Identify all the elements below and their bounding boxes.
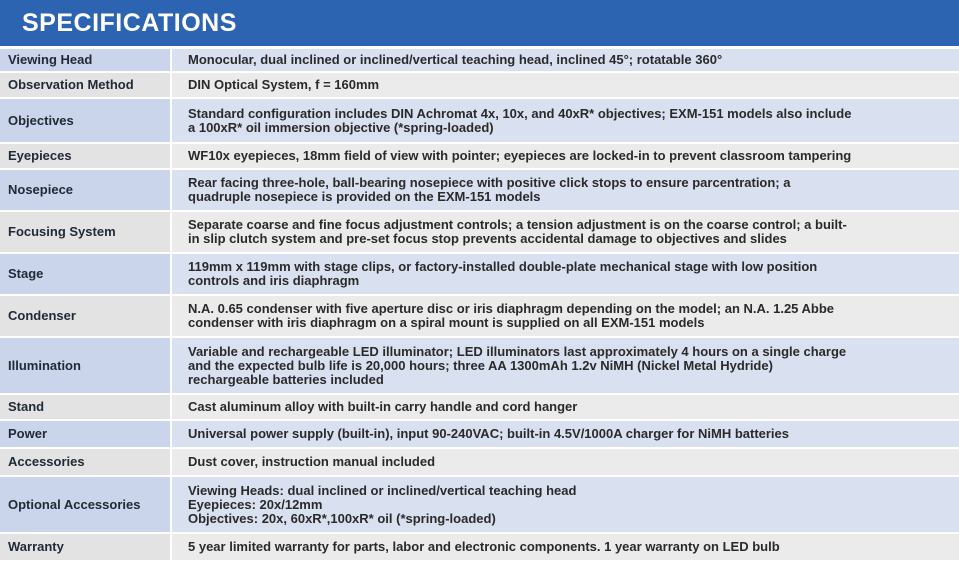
page-title: SPECIFICATIONS <box>22 8 237 37</box>
spec-label: Power <box>0 421 172 449</box>
spec-value-line: a 100xR* oil immersion objective (*spring-loaded) <box>188 119 494 135</box>
spec-value-line: 5 year limited warranty for parts, labor and electronic components. 1 year warranty on LED bulb <box>188 539 780 554</box>
specifications-header <box>0 0 959 46</box>
spec-value-line: Cast aluminum alloy with built-in carry handle and cord hanger <box>188 399 578 414</box>
spec-value-line: Objectives: 20x, 60xR*,100xR* oil (*spring-loaded) <box>188 510 496 526</box>
spec-label: Focusing System <box>0 212 172 254</box>
table-row <box>0 73 959 99</box>
spec-value-line: Rear facing three-hole, ball-bearing nosepiece with positive click stops to ensure parcentration; a <box>188 175 791 190</box>
spec-value <box>172 144 959 170</box>
spec-value-line: WF10x eyepieces, 18mm field of view with pointer; eyepieces are locked-in to prevent classroom tampering <box>188 148 852 163</box>
spec-label: Optional Accessories <box>0 477 172 534</box>
spec-value-line: controls and iris diaphragm <box>188 273 360 288</box>
spec-label: Viewing Head <box>0 49 172 73</box>
spec-value-line: and the expected bulb life is 20,000 hours; three AA 1300mAh 1.2v NiMH (Nickel Metal Hydride) <box>188 357 773 373</box>
table-row <box>0 212 959 254</box>
spec-value-line: N.A. 0.65 condenser with five aperture disc or iris diaphragm depending on the model; an N.A. 1.25 Abbe <box>188 301 835 316</box>
spec-value-line: Universal power supply (built-in), input 90-240VAC; built-in 4.5V/1000A charger for NiMH batteries <box>188 426 790 441</box>
spec-value <box>172 477 959 534</box>
table-row <box>0 421 959 449</box>
spec-label: Observation Method <box>0 73 172 99</box>
spec-value <box>172 49 959 73</box>
table-row <box>0 296 959 338</box>
spec-value <box>172 99 959 144</box>
spec-value-line: Separate coarse and fine focus adjustment controls; a tension adjustment is on the coarse control; a built- <box>188 217 847 232</box>
spec-value <box>172 212 959 254</box>
specifications-table <box>0 49 959 562</box>
spec-value-line: Monocular, dual inclined or inclined/vertical teaching head, inclined 45°; rotatable 360° <box>188 52 723 67</box>
spec-value <box>172 449 959 477</box>
spec-value-line: Variable and rechargeable LED illuminator; LED illuminators last approximately 4 hours on a single charge <box>188 343 847 359</box>
spec-value-line: rechargeable batteries included <box>188 371 384 387</box>
spec-value <box>172 395 959 421</box>
spec-value-line: in slip clutch system and pre-set focus stop prevents accidental damage to objectives and slides <box>188 231 787 246</box>
table-row <box>0 99 959 144</box>
spec-value-line: Eyepieces: 20x/12mm <box>188 496 323 512</box>
table-row <box>0 254 959 296</box>
table-row <box>0 449 959 477</box>
table-row <box>0 49 959 73</box>
spec-label: Eyepieces <box>0 144 172 170</box>
spec-value <box>172 170 959 212</box>
spec-value-line: condenser with iris diaphragm on a spiral mount is supplied on all EXM-151 models <box>188 315 705 330</box>
spec-value <box>172 338 959 395</box>
spec-value-line: DIN Optical System, f = 160mm <box>188 77 380 92</box>
spec-value-line: quadruple nosepiece is provided on the EXM-151 models <box>188 189 541 204</box>
spec-label: Nosepiece <box>0 170 172 212</box>
spec-value-line: 119mm x 119mm with stage clips, or factory-installed double-plate mechanical stage with low position <box>188 259 818 274</box>
spec-label: Objectives <box>0 99 172 144</box>
spec-label: Illumination <box>0 338 172 395</box>
table-row <box>0 534 959 562</box>
table-row <box>0 170 959 212</box>
spec-value <box>172 73 959 99</box>
spec-label: Stand <box>0 395 172 421</box>
spec-value-line: Standard configuration includes DIN Achromat 4x, 10x, and 40xR* objectives; EXM-151 models also include <box>188 105 852 121</box>
table-row <box>0 338 959 395</box>
table-row <box>0 144 959 170</box>
table-row <box>0 395 959 421</box>
spec-value-line: Viewing Heads: dual inclined or inclined/vertical teaching head <box>188 482 577 498</box>
table-row <box>0 477 959 534</box>
spec-label: Warranty <box>0 534 172 562</box>
spec-label: Stage <box>0 254 172 296</box>
spec-label: Accessories <box>0 449 172 477</box>
spec-value-line: Dust cover, instruction manual included <box>188 454 436 469</box>
spec-value <box>172 296 959 338</box>
spec-label: Condenser <box>0 296 172 338</box>
spec-value <box>172 421 959 449</box>
spec-value <box>172 534 959 562</box>
spec-value <box>172 254 959 296</box>
